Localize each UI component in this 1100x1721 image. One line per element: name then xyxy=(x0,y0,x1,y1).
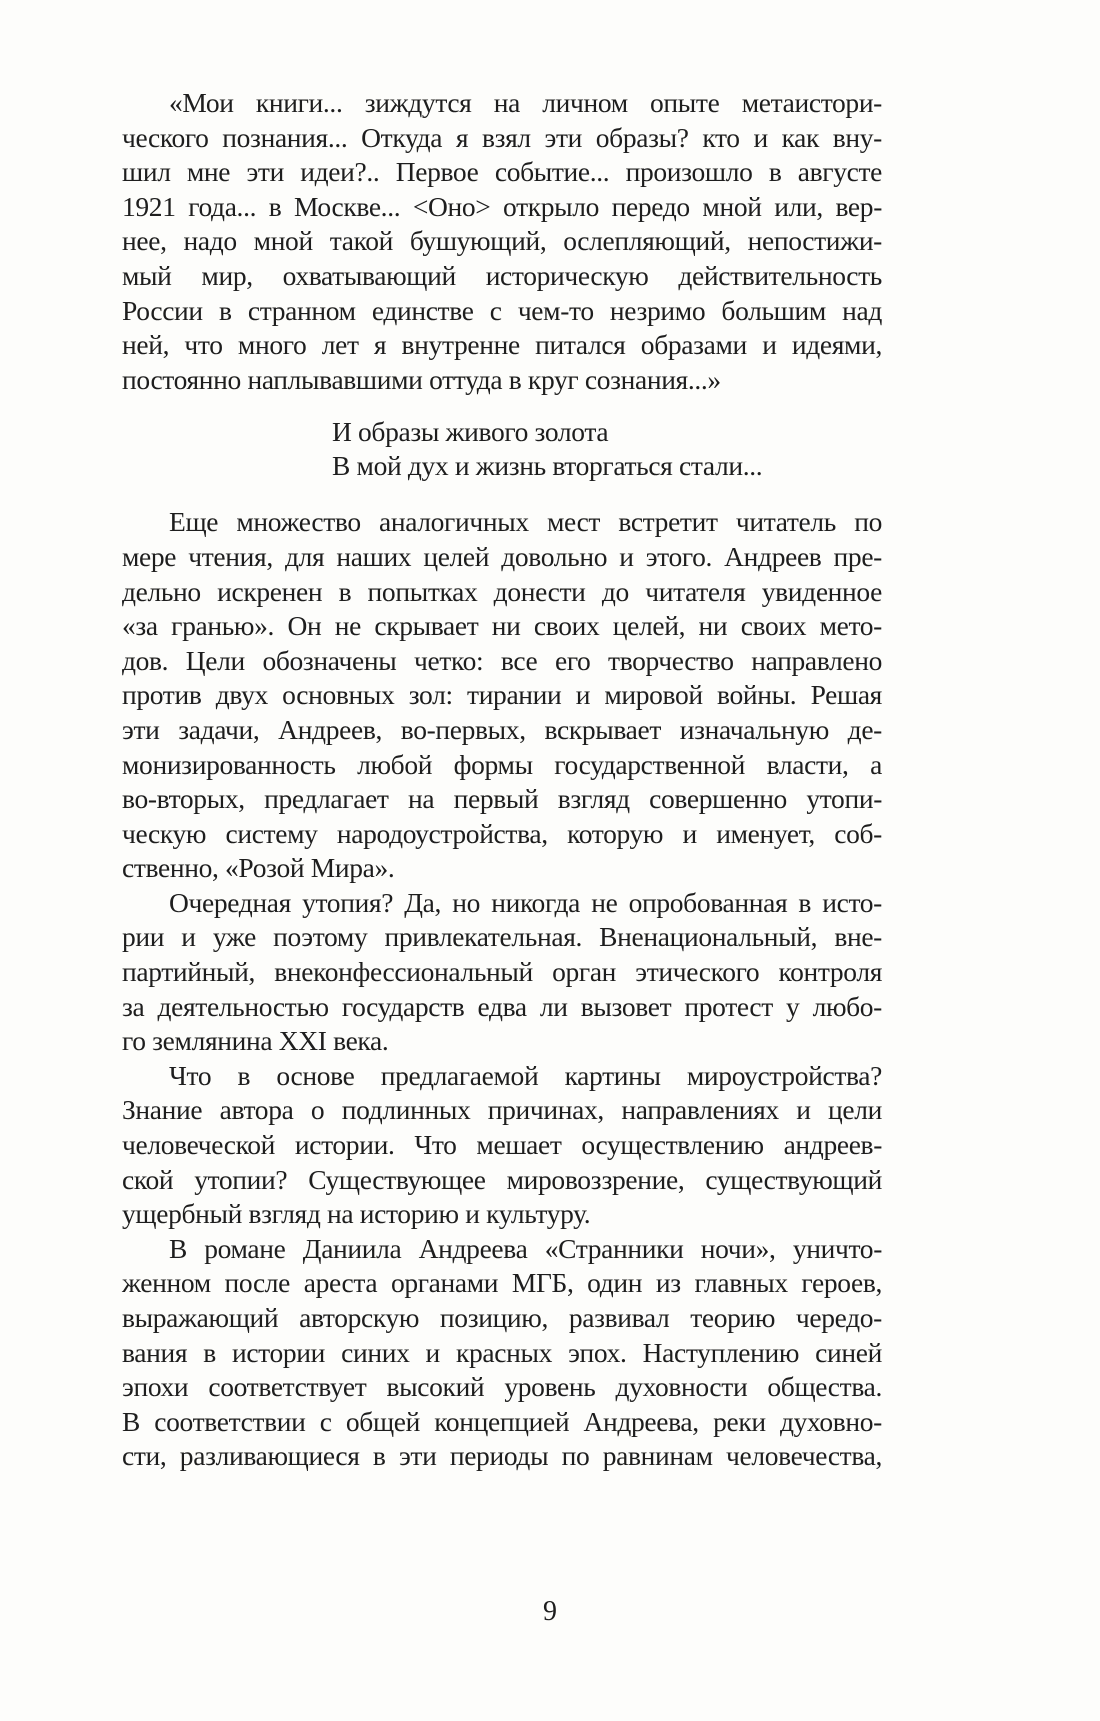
text-line: ущербный взгляд на историю и культуру. xyxy=(122,1198,591,1230)
text-line: шил мне эти идеи?.. Первое событие... произошло в августе xyxy=(122,156,882,188)
text-line: мый мир, охватывающий историческую действительность xyxy=(122,259,882,291)
text-line: эти задачи, Андреев, во-первых, вскрывает изначальную де- xyxy=(122,713,882,745)
paragraph xyxy=(122,505,882,886)
text-line: Очередная утопия? Да, но никогда не опробованная в исто- xyxy=(169,886,882,918)
text-line: ской утопии? Существующее мировоззрение, существующий xyxy=(122,1163,882,1195)
text-line: ственно, «Розой Мира». xyxy=(122,852,395,884)
text-line: Еще множество аналогичных мест встретит читатель по xyxy=(169,506,882,538)
text-line: монизированность любой формы государственной власти, а xyxy=(122,748,882,780)
verse-line: В мой дух и жизнь вторгаться стали... xyxy=(332,450,763,482)
text-line: Что в основе предлагаемой картины мироустройства? xyxy=(169,1059,882,1091)
verse-line: И образы живого золота xyxy=(332,416,609,448)
text-line: женном после ареста органами МГБ, один из главных героев, xyxy=(122,1267,882,1299)
text-line: «Мои книги... зиждутся на личном опыте метаистори- xyxy=(169,87,882,118)
text-line: партийный, внеконфессиональный орган этического контроля xyxy=(122,956,882,988)
text-line: 1921 года... в Москве... <Оно> открыло передо мной или, вер- xyxy=(122,190,882,222)
text-line: нее, надо мной такой бушующий, ослепляющий, непостижи- xyxy=(122,225,882,257)
text-line: России в странном единстве с чем-то незримо большим над xyxy=(122,294,882,326)
text-line: го землянина XXI века. xyxy=(122,1025,389,1057)
text-line: постоянно наплывавшими оттуда в круг сознания...» xyxy=(122,363,721,395)
text-line: за деятельностью государств едва ли вызовет протест у любо- xyxy=(122,990,882,1022)
text-line: ней, что много лет я внутренне питался образами и идеями, xyxy=(122,329,882,361)
text-line: мере чтения, для наших целей довольно и этого. Андреев пре- xyxy=(122,540,882,572)
text-line: сти, разливающиеся в эти периоды по равнинам человечества, xyxy=(122,1440,882,1472)
text-line: дов. Цели обозначены четко: все его творчество направлено xyxy=(122,644,882,676)
verse-epigraph xyxy=(332,415,882,483)
text-line: против двух основных зол: тирании и мировой войны. Решая xyxy=(122,679,882,711)
text-line: ческую систему народоустройства, которую и именует, соб- xyxy=(122,817,882,849)
text-line: Знание автора о подлинных причинах, направлениях и цели xyxy=(122,1094,882,1126)
text-line: «за гранью». Он не скрывает ни своих целей, ни своих мето- xyxy=(122,610,882,642)
text-line: выражающий авторскую позицию, развивал теорию чередо- xyxy=(122,1302,882,1333)
text-line: В соответствии с общей концепцией Андреева, реки духовно- xyxy=(122,1405,882,1437)
paragraph xyxy=(122,886,882,1059)
page-number: 9 xyxy=(543,1596,557,1627)
text-line: дельно искренен в попытках донести до читателя увиденное xyxy=(122,575,882,607)
text-line: человеческой истории. Что мешает осуществлению андреев- xyxy=(122,1129,882,1161)
text-line: во-вторых, предлагает на первый взгляд совершенно утопи- xyxy=(122,783,882,815)
text-line: В романе Даниила Андреева «Странники ночи», уничто- xyxy=(169,1232,882,1264)
text-line: рии и уже поэтому привлекательная. Вненациональный, вне- xyxy=(122,921,882,953)
quote-block xyxy=(122,86,882,397)
page-body xyxy=(122,86,882,1474)
text-line: эпохи соответствует высокий уровень духовности общества. xyxy=(122,1371,882,1403)
text-line: ческого познания... Откуда я взял эти образы? кто и как вну- xyxy=(122,121,882,153)
paragraph xyxy=(122,1059,882,1232)
paragraph xyxy=(122,1232,882,1474)
text-line: вания в истории синих и красных эпох. Наступлению синей xyxy=(122,1336,882,1368)
